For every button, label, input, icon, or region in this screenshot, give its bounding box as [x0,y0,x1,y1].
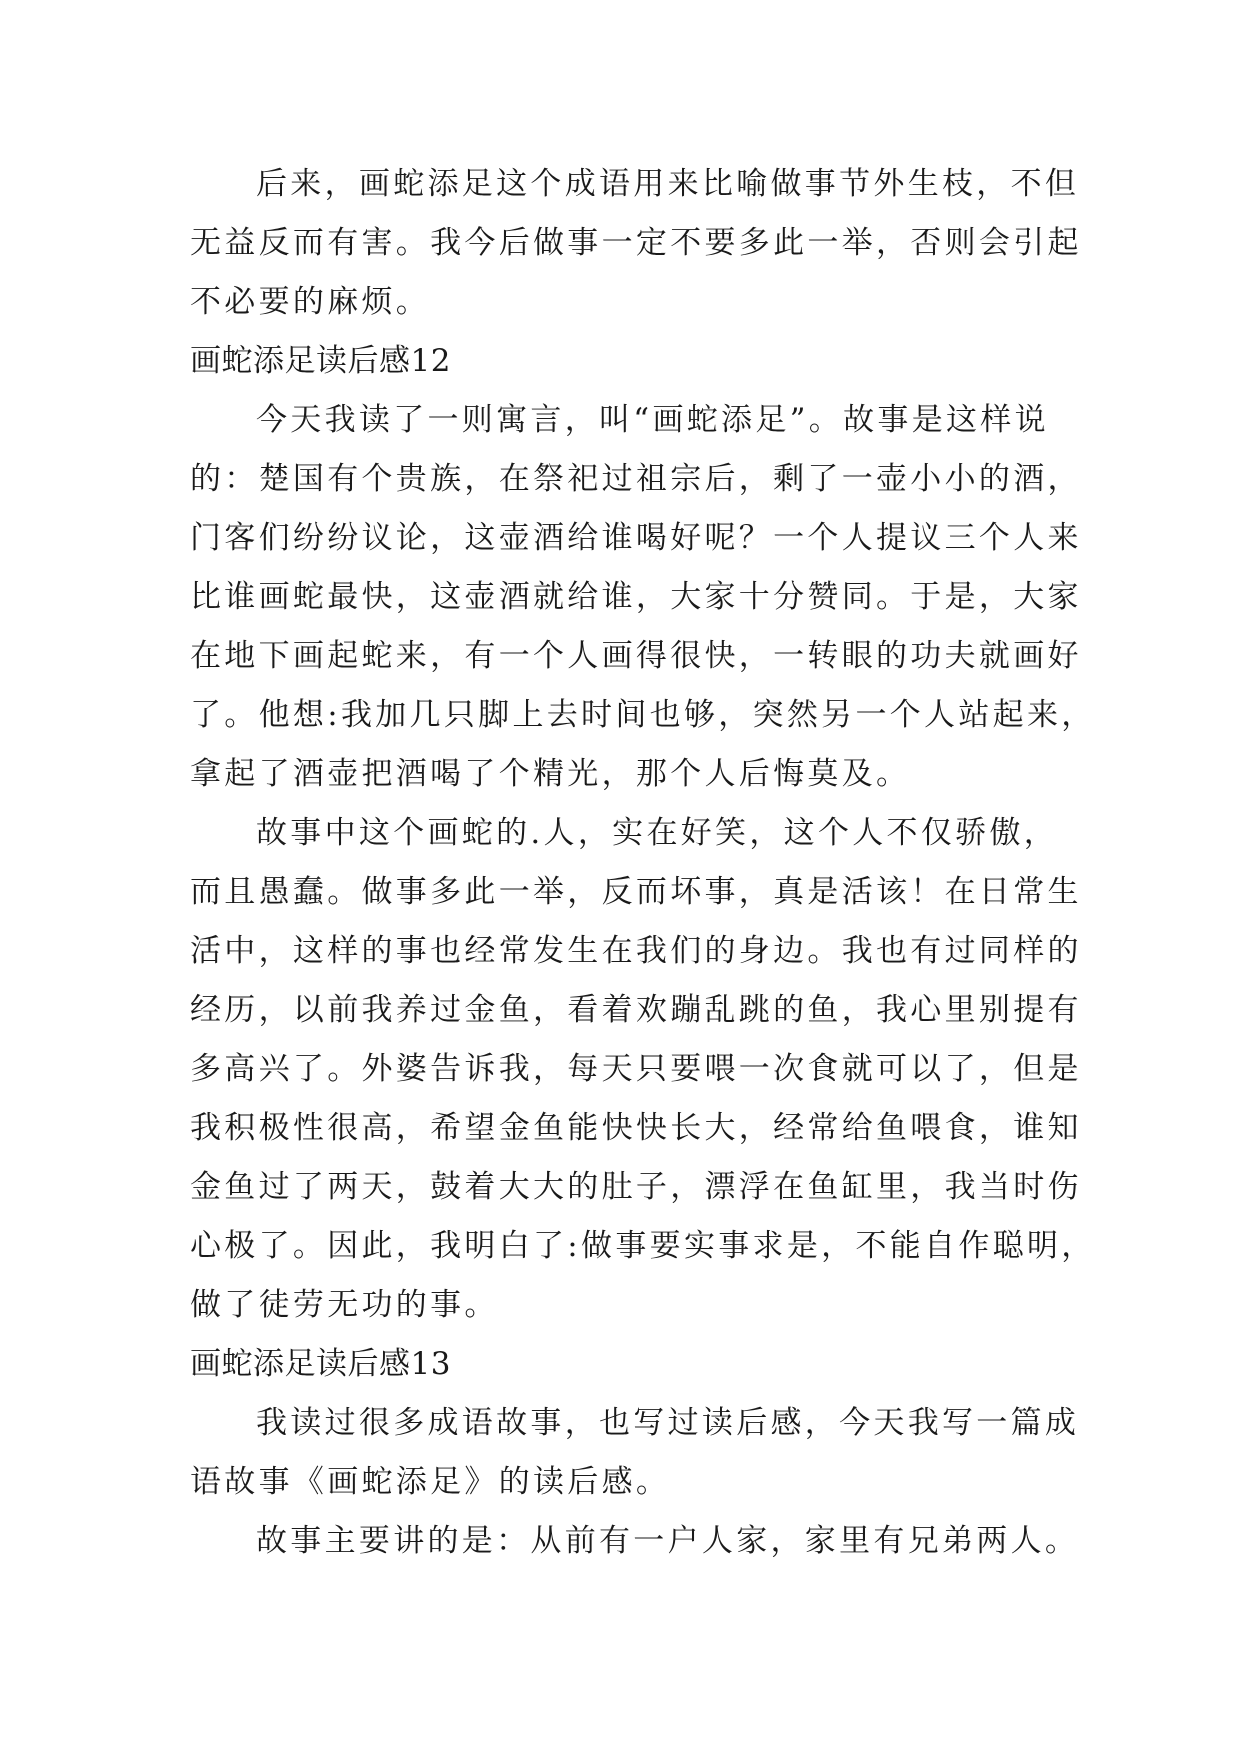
paragraph-line: 在地下画起蛇来，有一个人画得很快，一转眼的功夫就画好 [190,638,1082,674]
paragraph-line: 不必要的麻烦。 [190,284,431,320]
paragraph-line: 的：楚国有个贵族，在祭祀过祖宗后，剩了一壶小小的酒， [190,461,1082,497]
paragraph-line: 金鱼过了两天，鼓着大大的肚子，漂浮在鱼缸里，我当时伤 [190,1169,1082,1205]
paragraph-line: 后来，画蛇添足这个成语用来比喻做事节外生枝，不但 [256,166,1080,202]
paragraph-line: 做了徒劳无功的事。 [190,1287,499,1323]
paragraph-line: 故事主要讲的是：从前有一户人家，家里有兄弟两人。 [256,1523,1080,1559]
paragraph-line: 无益反而有害。我今后做事一定不要多此一举，否则会引起 [190,225,1082,261]
paragraph-line: 多高兴了。外婆告诉我，每天只要喂一次食就可以了，但是 [190,1051,1082,1087]
paragraph-line: 而且愚蠢。做事多此一举，反而坏事，真是活该！在日常生 [190,874,1082,910]
paragraph-line: 今天我读了一则寓言，叫“画蛇添足”。故事是这样说 [256,402,1049,438]
paragraph-line: 了。他想:我加几只脚上去时间也够，突然另一个人站起来， [190,697,1096,733]
paragraph-line: 心极了。因此，我明白了:做事要实事求是，不能自作聪明， [190,1228,1096,1264]
section-heading: 画蛇添足读后感13 [190,1346,451,1382]
paragraph-line: 语故事《画蛇添足》的读后感。 [190,1464,671,1500]
paragraph-line: 经历，以前我养过金鱼，看着欢蹦乱跳的鱼，我心里别提有 [190,992,1082,1028]
paragraph-line: 比谁画蛇最快，这壶酒就给谁，大家十分赞同。于是，大家 [190,579,1082,615]
paragraph-line: 活中，这样的事也经常发生在我们的身边。我也有过同样的 [190,933,1082,969]
paragraph-line: 门客们纷纷议论，这壶酒给谁喝好呢？一个人提议三个人来 [190,520,1082,556]
paragraph-line: 故事中这个画蛇的.人，实在好笑，这个人不仅骄傲， [256,815,1059,851]
paragraph-line: 拿起了酒壶把酒喝了个精光，那个人后悔莫及。 [190,756,911,792]
section-heading: 画蛇添足读后感12 [190,343,451,379]
paragraph-line: 我读过很多成语故事，也写过读后感，今天我写一篇成 [256,1405,1080,1441]
paragraph-line: 我积极性很高，希望金鱼能快快长大，经常给鱼喂食，谁知 [190,1110,1082,1146]
